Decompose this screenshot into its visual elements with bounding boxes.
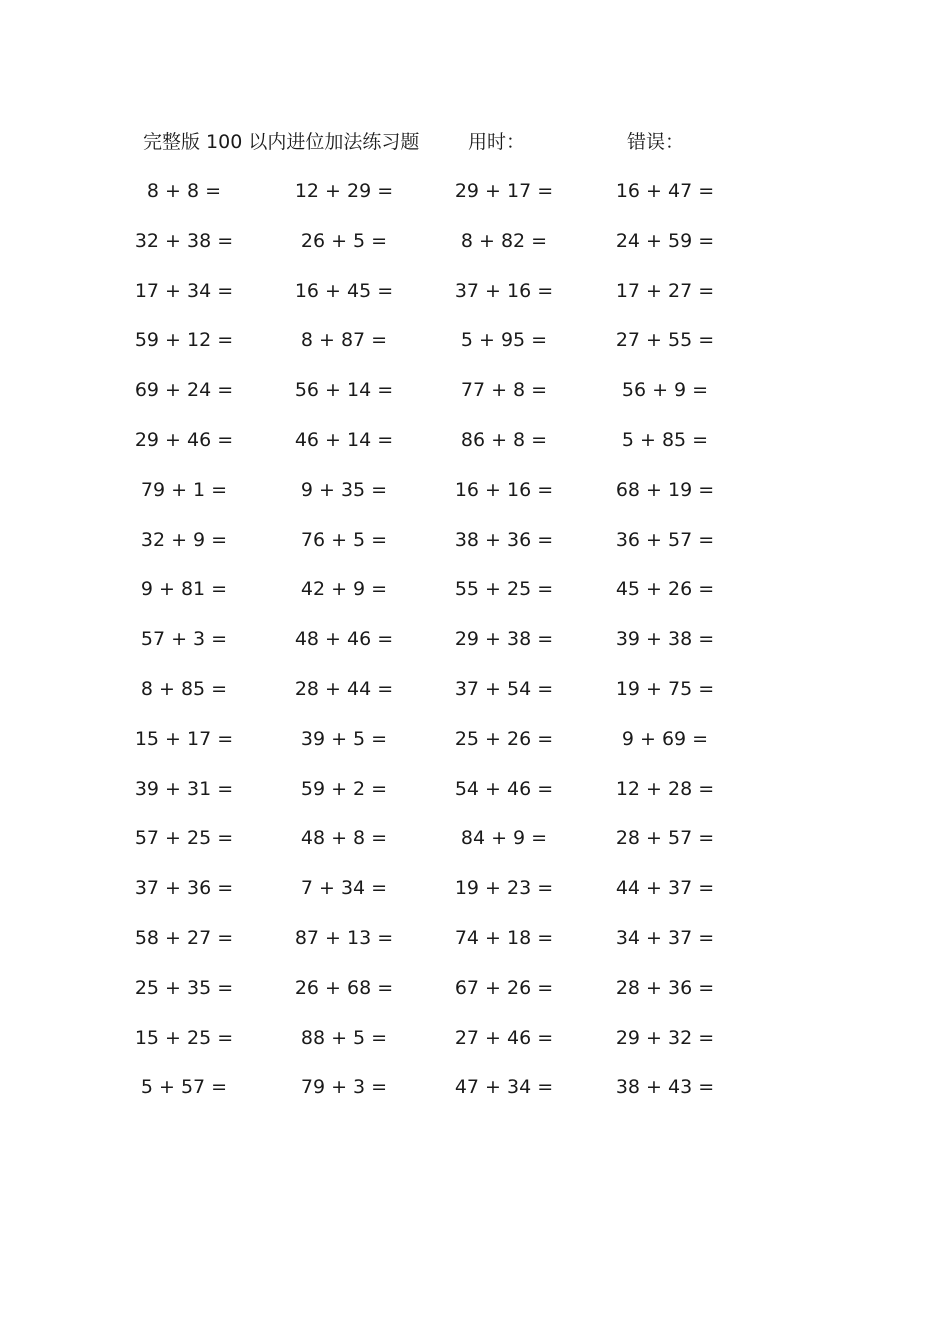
- problem-row: [0, 772, 950, 822]
- problem-row: [0, 373, 950, 423]
- addition-problem: 38 + 36 =: [454, 528, 554, 551]
- problem-row: [0, 523, 950, 573]
- addition-problem: 39 + 5 =: [300, 727, 388, 750]
- addition-problem: 58 + 27 =: [134, 926, 234, 949]
- addition-problem: 34 + 37 =: [615, 926, 715, 949]
- addition-problem: 5 + 85 =: [621, 428, 709, 451]
- addition-problem: 15 + 17 =: [134, 727, 234, 750]
- addition-problem: 86 + 8 =: [460, 428, 548, 451]
- addition-problem: 87 + 13 =: [294, 926, 394, 949]
- addition-problem: 25 + 35 =: [134, 976, 234, 999]
- problem-row: [0, 423, 950, 473]
- addition-problem: 79 + 1 =: [140, 478, 228, 501]
- worksheet-header: [0, 126, 950, 158]
- addition-problem: 48 + 8 =: [300, 827, 388, 850]
- problem-row: [0, 1021, 950, 1071]
- problem-row: [0, 672, 950, 722]
- addition-problem: 25 + 26 =: [454, 727, 554, 750]
- problem-row: [0, 921, 950, 971]
- addition-problem: 16 + 16 =: [454, 478, 554, 501]
- addition-problem: 28 + 36 =: [615, 976, 715, 999]
- addition-problem: 46 + 14 =: [294, 428, 394, 451]
- addition-problem: 27 + 55 =: [615, 329, 715, 352]
- addition-problem: 48 + 46 =: [294, 628, 394, 651]
- addition-problem: 8 + 82 =: [460, 229, 548, 252]
- addition-problem: 16 + 45 =: [294, 279, 394, 302]
- addition-problem: 29 + 17 =: [454, 180, 554, 202]
- addition-problem: 32 + 38 =: [134, 229, 234, 252]
- addition-problem: 5 + 95 =: [460, 329, 548, 352]
- addition-problem: 8 + 85 =: [140, 677, 228, 700]
- problem-row: [0, 323, 950, 373]
- addition-problem: 39 + 31 =: [134, 777, 234, 800]
- addition-problem: 37 + 16 =: [454, 279, 554, 302]
- addition-problem: 42 + 9 =: [300, 578, 388, 601]
- addition-problem: 17 + 34 =: [134, 279, 234, 302]
- time-label: 用时：: [468, 131, 526, 153]
- addition-problem: 12 + 29 =: [294, 180, 394, 202]
- problem-row: [0, 174, 950, 224]
- addition-problem: 28 + 57 =: [615, 827, 715, 850]
- addition-problem: 29 + 32 =: [615, 1026, 715, 1049]
- addition-problem: 27 + 46 =: [454, 1026, 554, 1049]
- addition-problem: 7 + 34 =: [300, 877, 388, 900]
- problem-row: [0, 821, 950, 871]
- addition-problem: 59 + 12 =: [134, 329, 234, 352]
- addition-problem: 79 + 3 =: [300, 1076, 388, 1099]
- addition-problem: 37 + 36 =: [134, 877, 234, 900]
- problem-row: [0, 572, 950, 622]
- addition-problem: 9 + 35 =: [300, 478, 388, 501]
- problem-row: [0, 622, 950, 672]
- addition-problem: 19 + 75 =: [615, 677, 715, 700]
- addition-problem: 8 + 87 =: [300, 329, 388, 352]
- addition-problem: 45 + 26 =: [615, 578, 715, 601]
- addition-problem: 5 + 57 =: [140, 1076, 228, 1099]
- addition-problem: 12 + 28 =: [615, 777, 715, 800]
- addition-problem: 9 + 69 =: [621, 727, 709, 750]
- addition-problem: 19 + 23 =: [454, 877, 554, 900]
- problem-grid: [0, 174, 950, 1120]
- problem-row: [0, 274, 950, 324]
- worksheet-title: 完整版 100 以内进位加法练习题: [143, 131, 420, 153]
- addition-problem: 38 + 43 =: [615, 1076, 715, 1099]
- addition-problem: 39 + 38 =: [615, 628, 715, 651]
- addition-problem: 56 + 9 =: [621, 379, 709, 402]
- addition-problem: 29 + 38 =: [454, 628, 554, 651]
- problem-row: [0, 1070, 950, 1120]
- error-label: 错误：: [627, 131, 685, 153]
- addition-problem: 76 + 5 =: [300, 528, 388, 551]
- addition-problem: 36 + 57 =: [615, 528, 715, 551]
- addition-problem: 68 + 19 =: [615, 478, 715, 501]
- addition-problem: 47 + 34 =: [454, 1076, 554, 1099]
- addition-problem: 26 + 68 =: [294, 976, 394, 999]
- addition-problem: 54 + 46 =: [454, 777, 554, 800]
- addition-problem: 28 + 44 =: [294, 677, 394, 700]
- addition-problem: 15 + 25 =: [134, 1026, 234, 1049]
- problem-row: [0, 224, 950, 274]
- addition-problem: 69 + 24 =: [134, 379, 234, 402]
- addition-problem: 77 + 8 =: [460, 379, 548, 402]
- addition-problem: 17 + 27 =: [615, 279, 715, 302]
- addition-problem: 55 + 25 =: [454, 578, 554, 601]
- addition-problem: 26 + 5 =: [300, 229, 388, 252]
- addition-problem: 88 + 5 =: [300, 1026, 388, 1049]
- addition-problem: 74 + 18 =: [454, 926, 554, 949]
- addition-problem: 9 + 81 =: [140, 578, 228, 601]
- addition-problem: 29 + 46 =: [134, 428, 234, 451]
- addition-problem: 59 + 2 =: [300, 777, 388, 800]
- problem-row: [0, 871, 950, 921]
- problem-row: [0, 971, 950, 1021]
- addition-problem: 37 + 54 =: [454, 677, 554, 700]
- addition-problem: 57 + 3 =: [140, 628, 228, 651]
- addition-problem: 57 + 25 =: [134, 827, 234, 850]
- addition-problem: 84 + 9 =: [460, 827, 548, 850]
- problem-row: [0, 722, 950, 772]
- addition-problem: 24 + 59 =: [615, 229, 715, 252]
- addition-problem: 44 + 37 =: [615, 877, 715, 900]
- addition-problem: 32 + 9 =: [140, 528, 228, 551]
- problem-row: [0, 473, 950, 523]
- addition-problem: 8 + 8 =: [146, 180, 222, 202]
- addition-problem: 67 + 26 =: [454, 976, 554, 999]
- addition-problem: 56 + 14 =: [294, 379, 394, 402]
- addition-problem: 16 + 47 =: [615, 180, 715, 202]
